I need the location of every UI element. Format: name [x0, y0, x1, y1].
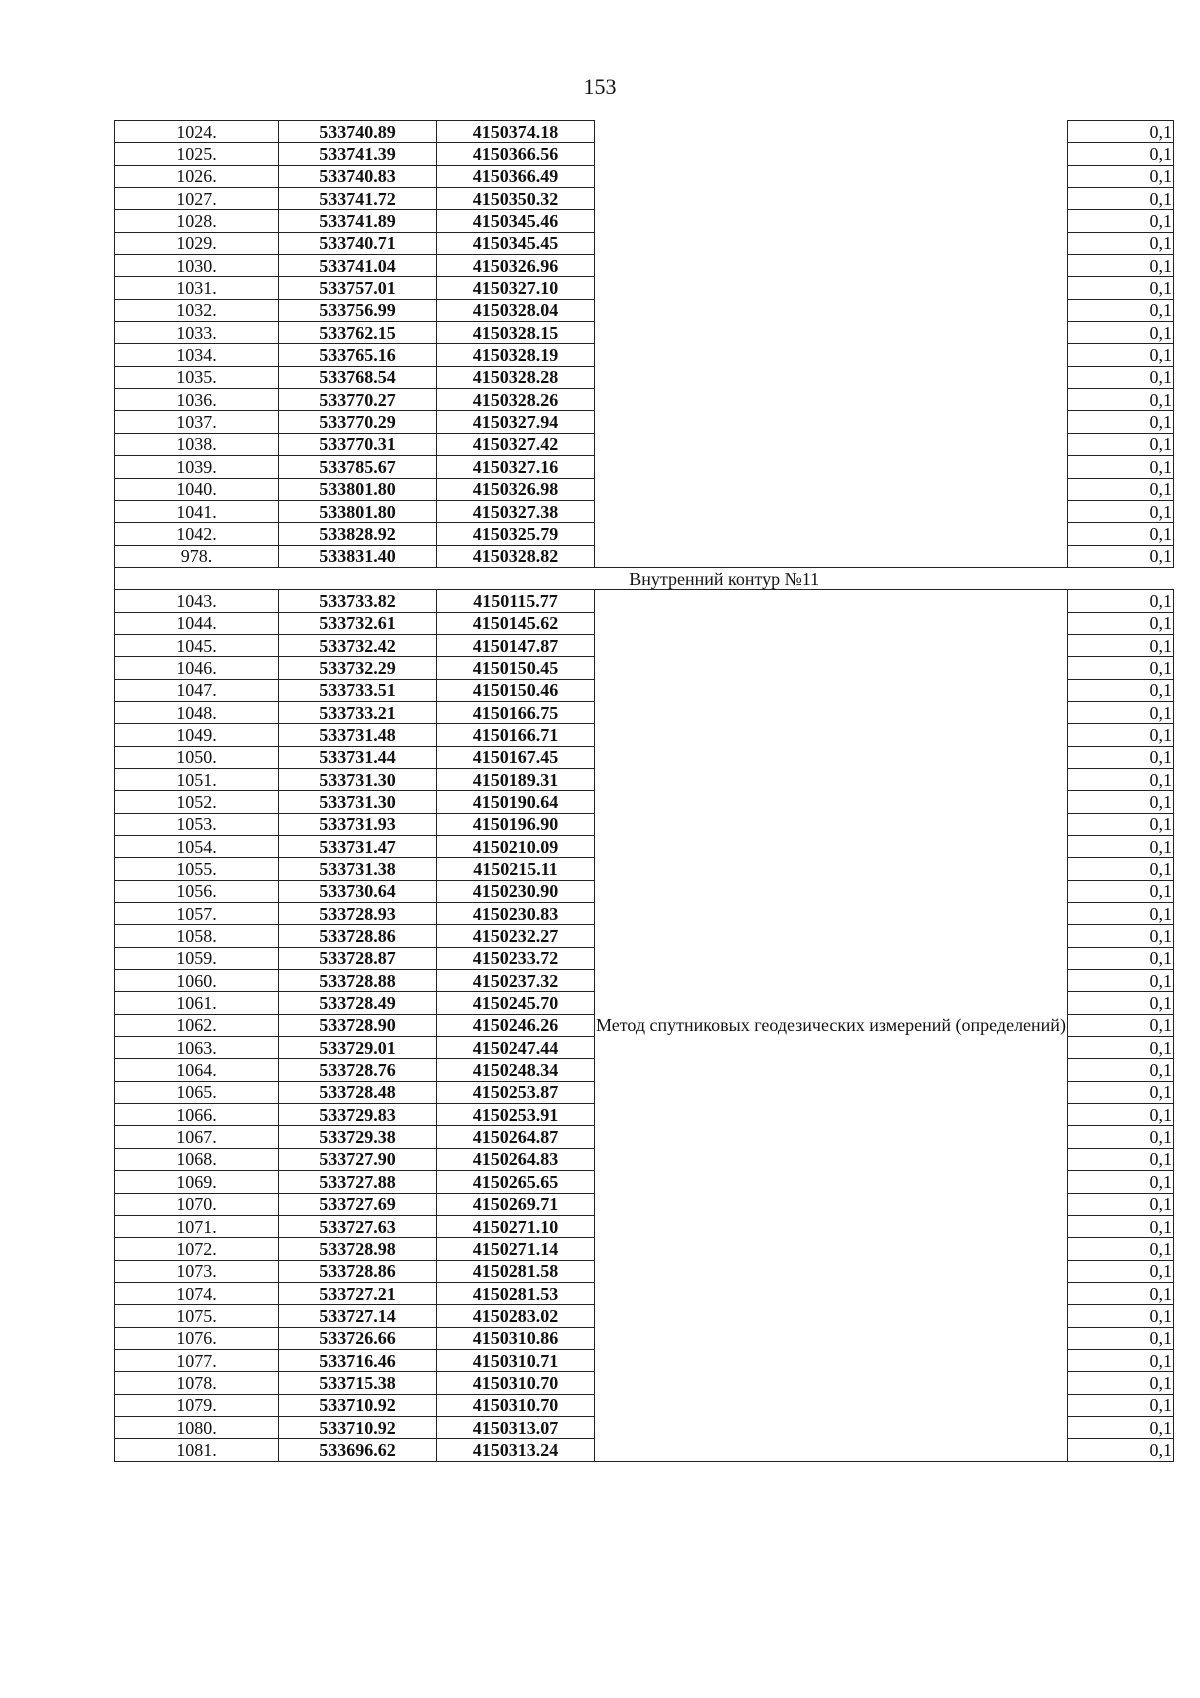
point-number-cell: 1042.: [115, 523, 279, 545]
empty-method-cell: [595, 411, 1068, 433]
y-coordinate-cell: 4150310.70: [437, 1394, 595, 1416]
table-row: [115, 188, 1174, 210]
x-coordinate-cell: 533715.38: [279, 1372, 437, 1394]
point-number-cell: 1067.: [115, 1126, 279, 1148]
x-coordinate-cell: 533765.16: [279, 344, 437, 366]
point-number-cell: 1036.: [115, 389, 279, 411]
point-number-cell: 1072.: [115, 1238, 279, 1260]
x-coordinate-cell: 533740.71: [279, 232, 437, 254]
x-coordinate-cell: 533756.99: [279, 299, 437, 321]
coordinates-table: [114, 120, 1174, 1462]
x-coordinate-cell: 533732.29: [279, 657, 437, 679]
point-number-cell: 1049.: [115, 724, 279, 746]
empty-method-cell: [595, 143, 1068, 165]
point-number-cell: 1046.: [115, 657, 279, 679]
y-coordinate-cell: 4150281.58: [437, 1260, 595, 1282]
empty-method-cell: [595, 389, 1068, 411]
accuracy-cell: 0,1: [1067, 1238, 1173, 1260]
y-coordinate-cell: 4150326.98: [437, 478, 595, 500]
y-coordinate-cell: 4150264.87: [437, 1126, 595, 1148]
x-coordinate-cell: 533728.88: [279, 970, 437, 992]
y-coordinate-cell: 4150196.90: [437, 813, 595, 835]
empty-method-cell: [595, 478, 1068, 500]
y-coordinate-cell: 4150145.62: [437, 612, 595, 634]
y-coordinate-cell: 4150313.07: [437, 1416, 595, 1438]
accuracy-cell: 0,1: [1067, 389, 1173, 411]
x-coordinate-cell: 533732.42: [279, 634, 437, 656]
x-coordinate-cell: 533727.69: [279, 1193, 437, 1215]
x-coordinate-cell: 533740.83: [279, 165, 437, 187]
point-number-cell: 1030.: [115, 255, 279, 277]
y-coordinate-cell: 4150310.71: [437, 1349, 595, 1371]
accuracy-cell: 0,1: [1067, 970, 1173, 992]
x-coordinate-cell: 533729.83: [279, 1104, 437, 1126]
x-coordinate-cell: 533728.90: [279, 1014, 437, 1036]
x-coordinate-cell: 533770.29: [279, 411, 437, 433]
x-coordinate-cell: 533831.40: [279, 545, 437, 567]
empty-method-cell: [595, 188, 1068, 210]
point-number-cell: 1040.: [115, 478, 279, 500]
y-coordinate-cell: 4150264.83: [437, 1148, 595, 1170]
y-coordinate-cell: 4150310.70: [437, 1372, 595, 1394]
table-row: [115, 523, 1174, 545]
accuracy-cell: 0,1: [1067, 1104, 1173, 1126]
accuracy-cell: 0,1: [1067, 724, 1173, 746]
x-coordinate-cell: 533726.66: [279, 1327, 437, 1349]
accuracy-cell: 0,1: [1067, 366, 1173, 388]
x-coordinate-cell: 533716.46: [279, 1349, 437, 1371]
x-coordinate-cell: 533768.54: [279, 366, 437, 388]
accuracy-cell: 0,1: [1067, 1260, 1173, 1282]
accuracy-cell: 0,1: [1067, 255, 1173, 277]
x-coordinate-cell: 533710.92: [279, 1416, 437, 1438]
y-coordinate-cell: 4150281.53: [437, 1282, 595, 1304]
accuracy-cell: 0,1: [1067, 165, 1173, 187]
point-number-cell: 1032.: [115, 299, 279, 321]
empty-method-cell: [595, 210, 1068, 232]
table-row: [115, 210, 1174, 232]
x-coordinate-cell: 533757.01: [279, 277, 437, 299]
accuracy-cell: 0,1: [1067, 791, 1173, 813]
accuracy-cell: 0,1: [1067, 1081, 1173, 1103]
accuracy-cell: 0,1: [1067, 1282, 1173, 1304]
point-number-cell: 1054.: [115, 836, 279, 858]
point-number-cell: 1034.: [115, 344, 279, 366]
y-coordinate-cell: 4150366.49: [437, 165, 595, 187]
accuracy-cell: 0,1: [1067, 1215, 1173, 1237]
y-coordinate-cell: 4150215.11: [437, 858, 595, 880]
y-coordinate-cell: 4150328.15: [437, 322, 595, 344]
x-coordinate-cell: 533728.87: [279, 947, 437, 969]
point-number-cell: 1025.: [115, 143, 279, 165]
empty-method-cell: [595, 366, 1068, 388]
x-coordinate-cell: 533728.49: [279, 992, 437, 1014]
accuracy-cell: 0,1: [1067, 1327, 1173, 1349]
x-coordinate-cell: 533733.21: [279, 701, 437, 723]
y-coordinate-cell: 4150325.79: [437, 523, 595, 545]
table-row: [115, 478, 1174, 500]
point-number-cell: 1066.: [115, 1104, 279, 1126]
x-coordinate-cell: 533730.64: [279, 880, 437, 902]
y-coordinate-cell: 4150232.27: [437, 925, 595, 947]
accuracy-cell: 0,1: [1067, 947, 1173, 969]
point-number-cell: 1031.: [115, 277, 279, 299]
x-coordinate-cell: 533732.61: [279, 612, 437, 634]
table-row: [115, 590, 1174, 612]
accuracy-cell: 0,1: [1067, 1059, 1173, 1081]
point-number-cell: 1077.: [115, 1349, 279, 1371]
empty-method-cell: [595, 433, 1068, 455]
point-number-cell: 1064.: [115, 1059, 279, 1081]
point-number-cell: 1052.: [115, 791, 279, 813]
accuracy-cell: 0,1: [1067, 1439, 1173, 1461]
point-number-cell: 1057.: [115, 903, 279, 925]
point-number-cell: 1051.: [115, 768, 279, 790]
x-coordinate-cell: 533731.38: [279, 858, 437, 880]
x-coordinate-cell: 533828.92: [279, 523, 437, 545]
accuracy-cell: 0,1: [1067, 701, 1173, 723]
x-coordinate-cell: 533785.67: [279, 456, 437, 478]
point-number-cell: 1073.: [115, 1260, 279, 1282]
accuracy-cell: 0,1: [1067, 1148, 1173, 1170]
accuracy-cell: 0,1: [1067, 1349, 1173, 1371]
y-coordinate-cell: 4150233.72: [437, 947, 595, 969]
accuracy-cell: 0,1: [1067, 1126, 1173, 1148]
x-coordinate-cell: 533770.27: [279, 389, 437, 411]
x-coordinate-cell: 533729.01: [279, 1037, 437, 1059]
y-coordinate-cell: 4150327.16: [437, 456, 595, 478]
point-number-cell: 1048.: [115, 701, 279, 723]
y-coordinate-cell: 4150271.10: [437, 1215, 595, 1237]
empty-method-cell: [595, 322, 1068, 344]
y-coordinate-cell: 4150246.26: [437, 1014, 595, 1036]
y-coordinate-cell: 4150350.32: [437, 188, 595, 210]
accuracy-cell: 0,1: [1067, 545, 1173, 567]
x-coordinate-cell: 533731.93: [279, 813, 437, 835]
accuracy-cell: 0,1: [1067, 813, 1173, 835]
y-coordinate-cell: 4150115.77: [437, 590, 595, 612]
table-row: [115, 143, 1174, 165]
table-row: [115, 232, 1174, 254]
table-row: [115, 322, 1174, 344]
point-number-cell: 1043.: [115, 590, 279, 612]
accuracy-cell: 0,1: [1067, 433, 1173, 455]
x-coordinate-cell: 533770.31: [279, 433, 437, 455]
x-coordinate-cell: 533728.98: [279, 1238, 437, 1260]
empty-method-cell: [595, 456, 1068, 478]
x-coordinate-cell: 533728.93: [279, 903, 437, 925]
accuracy-cell: 0,1: [1067, 143, 1173, 165]
y-coordinate-cell: 4150310.86: [437, 1327, 595, 1349]
y-coordinate-cell: 4150230.90: [437, 880, 595, 902]
point-number-cell: 1061.: [115, 992, 279, 1014]
point-number-cell: 1075.: [115, 1305, 279, 1327]
y-coordinate-cell: 4150166.75: [437, 701, 595, 723]
table-row: [115, 456, 1174, 478]
x-coordinate-cell: 533731.30: [279, 768, 437, 790]
empty-method-cell: [595, 545, 1068, 567]
accuracy-cell: 0,1: [1067, 590, 1173, 612]
empty-method-cell: [595, 165, 1068, 187]
y-coordinate-cell: 4150247.44: [437, 1037, 595, 1059]
accuracy-cell: 0,1: [1067, 322, 1173, 344]
accuracy-cell: 0,1: [1067, 210, 1173, 232]
accuracy-cell: 0,1: [1067, 1394, 1173, 1416]
accuracy-cell: 0,1: [1067, 500, 1173, 522]
accuracy-cell: 0,1: [1067, 612, 1173, 634]
accuracy-cell: 0,1: [1067, 456, 1173, 478]
table-row: [115, 500, 1174, 522]
point-number-cell: 1058.: [115, 925, 279, 947]
y-coordinate-cell: 4150345.46: [437, 210, 595, 232]
point-number-cell: 1039.: [115, 456, 279, 478]
point-number-cell: 1060.: [115, 970, 279, 992]
x-coordinate-cell: 533710.92: [279, 1394, 437, 1416]
x-coordinate-cell: 533727.14: [279, 1305, 437, 1327]
point-number-cell: 1035.: [115, 366, 279, 388]
table-row: [115, 165, 1174, 187]
table-row: [115, 255, 1174, 277]
y-coordinate-cell: 4150271.14: [437, 1238, 595, 1260]
x-coordinate-cell: 533740.89: [279, 121, 437, 143]
x-coordinate-cell: 533727.88: [279, 1171, 437, 1193]
y-coordinate-cell: 4150327.38: [437, 500, 595, 522]
empty-method-cell: [595, 523, 1068, 545]
point-number-cell: 1026.: [115, 165, 279, 187]
accuracy-cell: 0,1: [1067, 1171, 1173, 1193]
point-number-cell: 1029.: [115, 232, 279, 254]
x-coordinate-cell: 533741.72: [279, 188, 437, 210]
x-coordinate-cell: 533727.21: [279, 1282, 437, 1304]
x-coordinate-cell: 533731.47: [279, 836, 437, 858]
accuracy-cell: 0,1: [1067, 1416, 1173, 1438]
y-coordinate-cell: 4150327.42: [437, 433, 595, 455]
empty-method-cell: [595, 344, 1068, 366]
y-coordinate-cell: 4150245.70: [437, 992, 595, 1014]
table-row: [115, 121, 1174, 143]
table-row: [115, 433, 1174, 455]
point-number-cell: 1027.: [115, 188, 279, 210]
empty-method-cell: [595, 299, 1068, 321]
accuracy-cell: 0,1: [1067, 768, 1173, 790]
point-number-cell: 1071.: [115, 1215, 279, 1237]
x-coordinate-cell: 533728.76: [279, 1059, 437, 1081]
y-coordinate-cell: 4150147.87: [437, 634, 595, 656]
table-row: [115, 344, 1174, 366]
x-coordinate-cell: 533741.89: [279, 210, 437, 232]
x-coordinate-cell: 533731.48: [279, 724, 437, 746]
accuracy-cell: 0,1: [1067, 880, 1173, 902]
y-coordinate-cell: 4150253.87: [437, 1081, 595, 1103]
x-coordinate-cell: 533801.80: [279, 478, 437, 500]
y-coordinate-cell: 4150328.19: [437, 344, 595, 366]
accuracy-cell: 0,1: [1067, 992, 1173, 1014]
accuracy-cell: 0,1: [1067, 232, 1173, 254]
point-number-cell: 1070.: [115, 1193, 279, 1215]
y-coordinate-cell: 4150167.45: [437, 746, 595, 768]
y-coordinate-cell: 4150327.10: [437, 277, 595, 299]
accuracy-cell: 0,1: [1067, 523, 1173, 545]
accuracy-cell: 0,1: [1067, 188, 1173, 210]
y-coordinate-cell: 4150210.09: [437, 836, 595, 858]
accuracy-cell: 0,1: [1067, 1372, 1173, 1394]
point-number-cell: 1079.: [115, 1394, 279, 1416]
point-number-cell: 1037.: [115, 411, 279, 433]
point-number-cell: 1047.: [115, 679, 279, 701]
point-number-cell: 1063.: [115, 1037, 279, 1059]
point-number-cell: 1065.: [115, 1081, 279, 1103]
section-header-cell: [115, 567, 1174, 589]
x-coordinate-cell: 533733.82: [279, 590, 437, 612]
empty-method-cell: [595, 255, 1068, 277]
y-coordinate-cell: 4150328.82: [437, 545, 595, 567]
y-coordinate-cell: 4150248.34: [437, 1059, 595, 1081]
accuracy-cell: 0,1: [1067, 1037, 1173, 1059]
y-coordinate-cell: 4150189.31: [437, 768, 595, 790]
accuracy-cell: 0,1: [1067, 1305, 1173, 1327]
accuracy-cell: 0,1: [1067, 344, 1173, 366]
accuracy-cell: 0,1: [1067, 925, 1173, 947]
y-coordinate-cell: 4150328.04: [437, 299, 595, 321]
accuracy-cell: 0,1: [1067, 478, 1173, 500]
x-coordinate-cell: 533733.51: [279, 679, 437, 701]
empty-method-cell: [595, 500, 1068, 522]
point-number-cell: 1081.: [115, 1439, 279, 1461]
accuracy-cell: 0,1: [1067, 299, 1173, 321]
point-number-cell: 1024.: [115, 121, 279, 143]
y-coordinate-cell: 4150269.71: [437, 1193, 595, 1215]
method-cell: Метод спутниковых геодезических измерений (определений): [595, 590, 1068, 1461]
x-coordinate-cell: 533762.15: [279, 322, 437, 344]
point-number-cell: 1062.: [115, 1014, 279, 1036]
table-row: [115, 411, 1174, 433]
point-number-cell: 1078.: [115, 1372, 279, 1394]
point-number-cell: 1045.: [115, 634, 279, 656]
coordinates-table-body: [115, 121, 1174, 1462]
point-number-cell: 1055.: [115, 858, 279, 880]
section-header-row: [115, 567, 1174, 589]
point-number-cell: 1041.: [115, 500, 279, 522]
y-coordinate-cell: 4150326.96: [437, 255, 595, 277]
table-row: [115, 389, 1174, 411]
accuracy-cell: 0,1: [1067, 903, 1173, 925]
point-number-cell: 1076.: [115, 1327, 279, 1349]
y-coordinate-cell: 4150328.28: [437, 366, 595, 388]
table-row: [115, 277, 1174, 299]
accuracy-cell: 0,1: [1067, 1193, 1173, 1215]
accuracy-cell: 0,1: [1067, 1014, 1173, 1036]
y-coordinate-cell: 4150230.83: [437, 903, 595, 925]
x-coordinate-cell: 533731.44: [279, 746, 437, 768]
y-coordinate-cell: 4150283.02: [437, 1305, 595, 1327]
x-coordinate-cell: 533741.04: [279, 255, 437, 277]
point-number-cell: 1038.: [115, 433, 279, 455]
y-coordinate-cell: 4150237.32: [437, 970, 595, 992]
point-number-cell: 1080.: [115, 1416, 279, 1438]
point-number-cell: 1059.: [115, 947, 279, 969]
y-coordinate-cell: 4150374.18: [437, 121, 595, 143]
accuracy-cell: 0,1: [1067, 411, 1173, 433]
x-coordinate-cell: 533741.39: [279, 143, 437, 165]
accuracy-cell: 0,1: [1067, 746, 1173, 768]
x-coordinate-cell: 533727.90: [279, 1148, 437, 1170]
x-coordinate-cell: 533728.86: [279, 1260, 437, 1282]
x-coordinate-cell: 533731.30: [279, 791, 437, 813]
y-coordinate-cell: 4150150.46: [437, 679, 595, 701]
point-number-cell: 1069.: [115, 1171, 279, 1193]
x-coordinate-cell: 533728.86: [279, 925, 437, 947]
accuracy-cell: 0,1: [1067, 679, 1173, 701]
y-coordinate-cell: 4150328.26: [437, 389, 595, 411]
y-coordinate-cell: 4150345.45: [437, 232, 595, 254]
point-number-cell: 1056.: [115, 880, 279, 902]
empty-method-cell: [595, 121, 1068, 143]
point-number-cell: 1053.: [115, 813, 279, 835]
point-number-cell: 1074.: [115, 1282, 279, 1304]
y-coordinate-cell: 4150327.94: [437, 411, 595, 433]
empty-method-cell: [595, 277, 1068, 299]
x-coordinate-cell: 533696.62: [279, 1439, 437, 1461]
point-number-cell: 1068.: [115, 1148, 279, 1170]
page-number: 153: [583, 74, 617, 99]
point-number-cell: 978.: [115, 545, 279, 567]
x-coordinate-cell: 533729.38: [279, 1126, 437, 1148]
x-coordinate-cell: 533801.80: [279, 500, 437, 522]
x-coordinate-cell: 533728.48: [279, 1081, 437, 1103]
table-row: [115, 545, 1174, 567]
point-number-cell: 1033.: [115, 322, 279, 344]
y-coordinate-cell: 4150313.24: [437, 1439, 595, 1461]
y-coordinate-cell: 4150366.56: [437, 143, 595, 165]
empty-method-cell: [595, 232, 1068, 254]
y-coordinate-cell: 4150253.91: [437, 1104, 595, 1126]
accuracy-cell: 0,1: [1067, 657, 1173, 679]
section-title: Внутренний контур №11: [629, 568, 820, 589]
y-coordinate-cell: 4150265.65: [437, 1171, 595, 1193]
point-number-cell: 1050.: [115, 746, 279, 768]
y-coordinate-cell: 4150166.71: [437, 724, 595, 746]
point-number-cell: 1044.: [115, 612, 279, 634]
accuracy-cell: 0,1: [1067, 836, 1173, 858]
x-coordinate-cell: 533727.63: [279, 1215, 437, 1237]
accuracy-cell: 0,1: [1067, 121, 1173, 143]
y-coordinate-cell: 4150150.45: [437, 657, 595, 679]
point-number-cell: 1028.: [115, 210, 279, 232]
accuracy-cell: 0,1: [1067, 277, 1173, 299]
table-row: [115, 299, 1174, 321]
accuracy-cell: 0,1: [1067, 634, 1173, 656]
accuracy-cell: 0,1: [1067, 858, 1173, 880]
y-coordinate-cell: 4150190.64: [437, 791, 595, 813]
table-row: [115, 366, 1174, 388]
